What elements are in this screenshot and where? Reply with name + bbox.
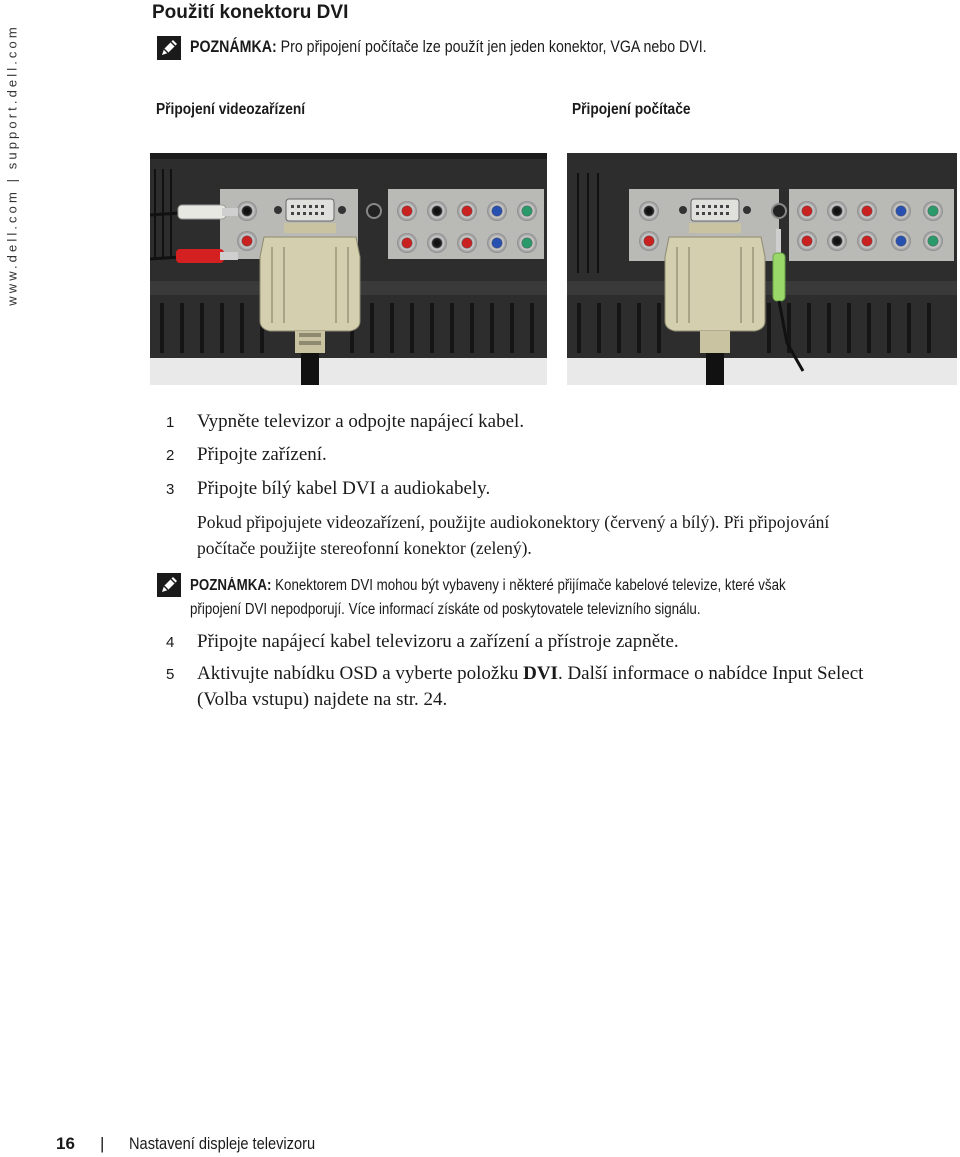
step-1 <box>166 409 524 436</box>
step-2 <box>166 442 327 469</box>
step-1-number: 1 <box>166 414 175 431</box>
step-2-number: 2 <box>166 447 175 464</box>
step-5 <box>166 661 863 688</box>
note-2-label: POZNÁMKA: <box>190 577 272 594</box>
step-3-detail <box>197 509 957 561</box>
sidebar-url-text: www.dell.com | support.dell.com <box>4 24 20 306</box>
step-4-text: Připojte napájecí kabel televizoru a zařízení a přístroje zapněte. <box>197 631 679 652</box>
step-3 <box>166 476 490 503</box>
step-5-continuation <box>197 687 447 713</box>
step-5-bold-dvi: DVI <box>523 663 558 684</box>
step-1-text: Vypněte televizor a odpojte napájecí kabel. <box>197 411 525 432</box>
note-2 <box>190 574 950 622</box>
note-1 <box>190 38 791 57</box>
footer-separator: | <box>100 1134 105 1153</box>
caption-video-device: Připojení videozařízení <box>156 101 306 118</box>
note-pencil-icon <box>157 36 181 60</box>
step-3-number: 3 <box>166 481 175 498</box>
footer-page-number: 16 <box>56 1134 75 1153</box>
caption-computer: Připojení počítače <box>572 101 691 118</box>
step-3-text: Připojte bílý kabel DVI a audiokabely. <box>197 478 491 499</box>
step-5-text-after: . Další informace o nabídce Input Select <box>557 663 864 684</box>
step-5-line-2: (Volba vstupu) najdete na str. 24. <box>197 689 448 710</box>
sidebar-url <box>0 0 25 330</box>
note-2-line-1: Konektorem DVI mohou být vybaveny i některé přijímače kabelové televize, které však <box>275 577 786 594</box>
note-2-line-2: připojení DVI nepodporují. Více informací získáte od poskytovatele televizního signálu. <box>190 601 701 618</box>
photo-computer-connection <box>567 153 957 385</box>
step-4 <box>166 629 679 656</box>
step-4-number: 4 <box>166 634 175 651</box>
note-1-label: POZNÁMKA: <box>190 38 277 56</box>
step-5-text-before: Aktivujte nabídku OSD a vyberte položku <box>197 663 524 684</box>
step-5-number: 5 <box>166 666 175 683</box>
page-heading: Použití konektoru DVI <box>152 2 349 23</box>
note-1-text: Pro připojení počítače lze použít jen jeden konektor, VGA nebo DVI. <box>280 38 707 56</box>
footer-title: Nastavení displeje televizoru <box>129 1134 316 1153</box>
step-2-text: Připojte zařízení. <box>197 444 327 465</box>
step-3-detail-line-1: Pokud připojujete videozařízení, použijte audiokonektory (červený a bílý). Při připojování <box>197 512 830 532</box>
note-pencil-icon <box>157 573 181 597</box>
step-3-detail-line-2: počítače použijte stereofonní konektor (zelený). <box>197 538 532 558</box>
photo-video-device-connection <box>150 153 547 385</box>
